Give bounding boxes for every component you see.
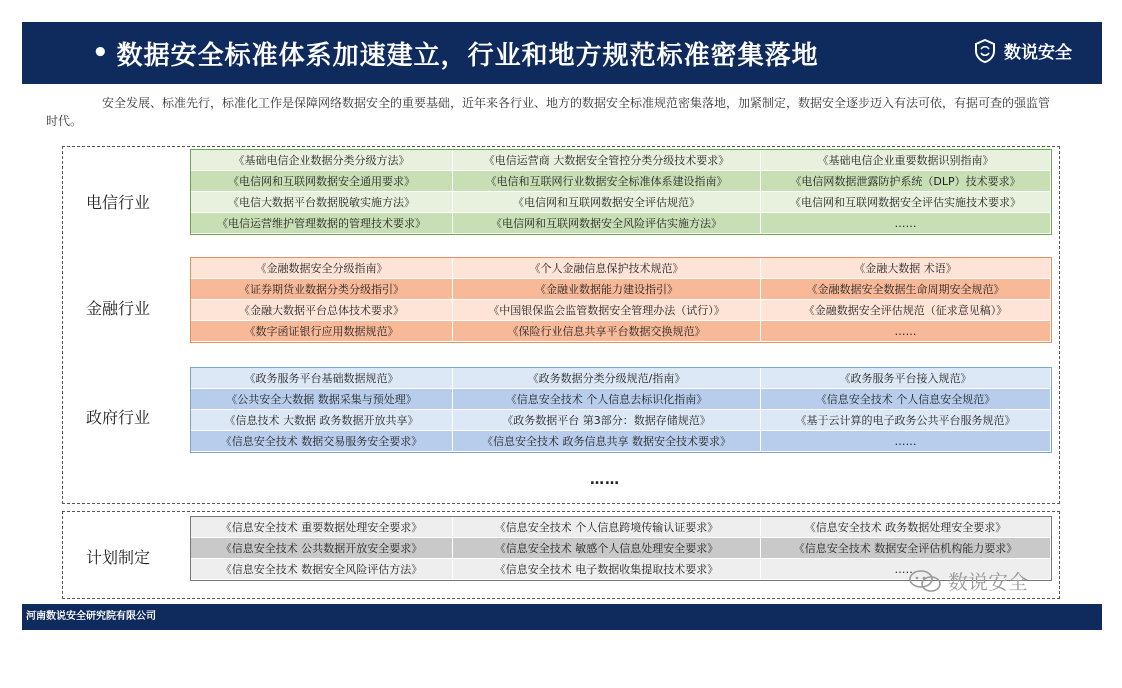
table-cell: 《电信网数据泄露防护系统（DLP）技术要求》 — [761, 171, 1051, 192]
table-cell: 《保险行业信息共享平台数据交换规范》 — [453, 321, 761, 342]
table-cell: 《政务数据分类分级规范/指南》 — [453, 368, 761, 389]
government-standards-table — [190, 367, 1052, 453]
table-cell: …… — [761, 559, 1051, 580]
table-cell: 《政务数据平台 第3部分：数据存储规范》 — [453, 410, 761, 431]
table-cell: 《信息安全技术 政务信息共享 数据安全技术要求》 — [453, 431, 761, 452]
table-cell: 《政务服务平台基础数据规范》 — [191, 368, 453, 389]
more-ellipsis: …… — [590, 472, 620, 488]
footer-bar — [22, 604, 1102, 630]
table-cell: 《信息安全技术 数据交易服务安全要求》 — [191, 431, 453, 452]
table-cell: 《信息安全技术 个人信息跨境传输认证要求》 — [453, 517, 761, 538]
table-cell: 《电信运营维护管理数据的管理技术要求》 — [191, 213, 453, 234]
table-cell: 《信息安全技术 数据安全评估机构能力要求》 — [761, 538, 1051, 559]
table-cell: 《证券期货业数据分类分级指引》 — [191, 279, 453, 300]
telecom-standards-table — [190, 149, 1052, 235]
category-label-finance: 金融行业 — [86, 299, 151, 318]
table-cell: 《信息安全技术 政务数据处理安全要求》 — [761, 517, 1051, 538]
table-cell: 《信息安全技术 数据安全风险评估方法》 — [191, 559, 453, 580]
finance-standards-table — [190, 257, 1052, 343]
title-bar — [22, 22, 1102, 84]
table-cell: 《信息技术 大数据 政务数据开放共享》 — [191, 410, 453, 431]
table-cell: 《信息安全技术 个人信息去标识化指南》 — [453, 389, 761, 410]
intro-paragraph: 安全发展、标准先行，标准化工作是保障网络数据安全的重要基础，近年来各行业、地方的数据安全标准规范密集落地，加紧制定，数据安全逐步迈入有法可依，有据可查的强监管时代。 — [46, 96, 1051, 128]
table-cell: 《电信网和互联网数据安全评估实施技术要求》 — [761, 192, 1051, 213]
wechat-icon — [908, 569, 942, 593]
table-cell: 《基于云计算的电子政务公共平台服务规范》 — [761, 410, 1051, 431]
table-cell: 《个人金融信息保护技术规范》 — [453, 258, 761, 279]
brand-name: 数说安全 — [1004, 43, 1072, 63]
table-cell: 《基础电信企业数据分类分级方法》 — [191, 150, 453, 171]
table-cell: 《电信网和互联网数据安全通用要求》 — [191, 171, 453, 192]
table-cell: 《公共安全大数据 数据采集与预处理》 — [191, 389, 453, 410]
table-cell: 《数字函证银行应用数据规范》 — [191, 321, 453, 342]
table-cell: 《信息安全技术 重要数据处理安全要求》 — [191, 517, 453, 538]
table-cell: 《信息安全技术 公共数据开放安全要求》 — [191, 538, 453, 559]
table-cell: 《电信和互联网行业数据安全标准体系建设指南》 — [453, 171, 761, 192]
table-cell: 《电信大数据平台数据脱敏实施方法》 — [191, 192, 453, 213]
shield-logo-icon — [974, 39, 996, 63]
watermark-text: 数说安全 — [948, 570, 1028, 594]
category-label-telecom: 电信行业 — [86, 193, 151, 212]
table-cell: 《金融数据安全分级指南》 — [191, 258, 453, 279]
table-cell: 《信息安全技术 敏感个人信息处理安全要求》 — [453, 538, 761, 559]
table-cell: 《电信运营商 大数据安全管控分类分级技术要求》 — [453, 150, 761, 171]
category-label-government: 政府行业 — [86, 408, 151, 427]
table-cell: 《金融大数据 术语》 — [761, 258, 1051, 279]
table-cell: 《基础电信企业重要数据识别指南》 — [761, 150, 1051, 171]
table-cell: 《金融数据安全评估规范（征求意见稿）》 — [761, 300, 1051, 321]
table-cell: 《信息安全技术 电子数据收集提取技术要求》 — [453, 559, 761, 580]
title-bullet: • — [92, 38, 109, 68]
table-cell: 《中国银保监会监管数据安全管理办法（试行）》 — [453, 300, 761, 321]
table-cell: 《金融数据安全数据生命周期安全规范》 — [761, 279, 1051, 300]
brand-logo — [974, 38, 1072, 63]
table-cell: 《金融业数据能力建设指引》 — [453, 279, 761, 300]
category-label-plan: 计划制定 — [86, 548, 151, 567]
table-cell: …… — [761, 431, 1051, 452]
table-cell: 《电信网和互联网数据安全风险评估实施方法》 — [453, 213, 761, 234]
table-cell: …… — [761, 321, 1051, 342]
table-cell: 《金融大数据平台总体技术要求》 — [191, 300, 453, 321]
page-title: 数据安全标准体系加速建立，行业和地方规范标准密集落地 — [116, 40, 819, 71]
table-cell: 《电信网和互联网数据安全评估规范》 — [453, 192, 761, 213]
table-cell: 《政务服务平台接入规范》 — [761, 368, 1051, 389]
table-cell: …… — [761, 213, 1051, 234]
table-cell: 《信息安全技术 个人信息安全规范》 — [761, 389, 1051, 410]
watermark — [908, 566, 1028, 595]
footer-company: 河南数说安全研究院有限公司 — [26, 611, 156, 622]
